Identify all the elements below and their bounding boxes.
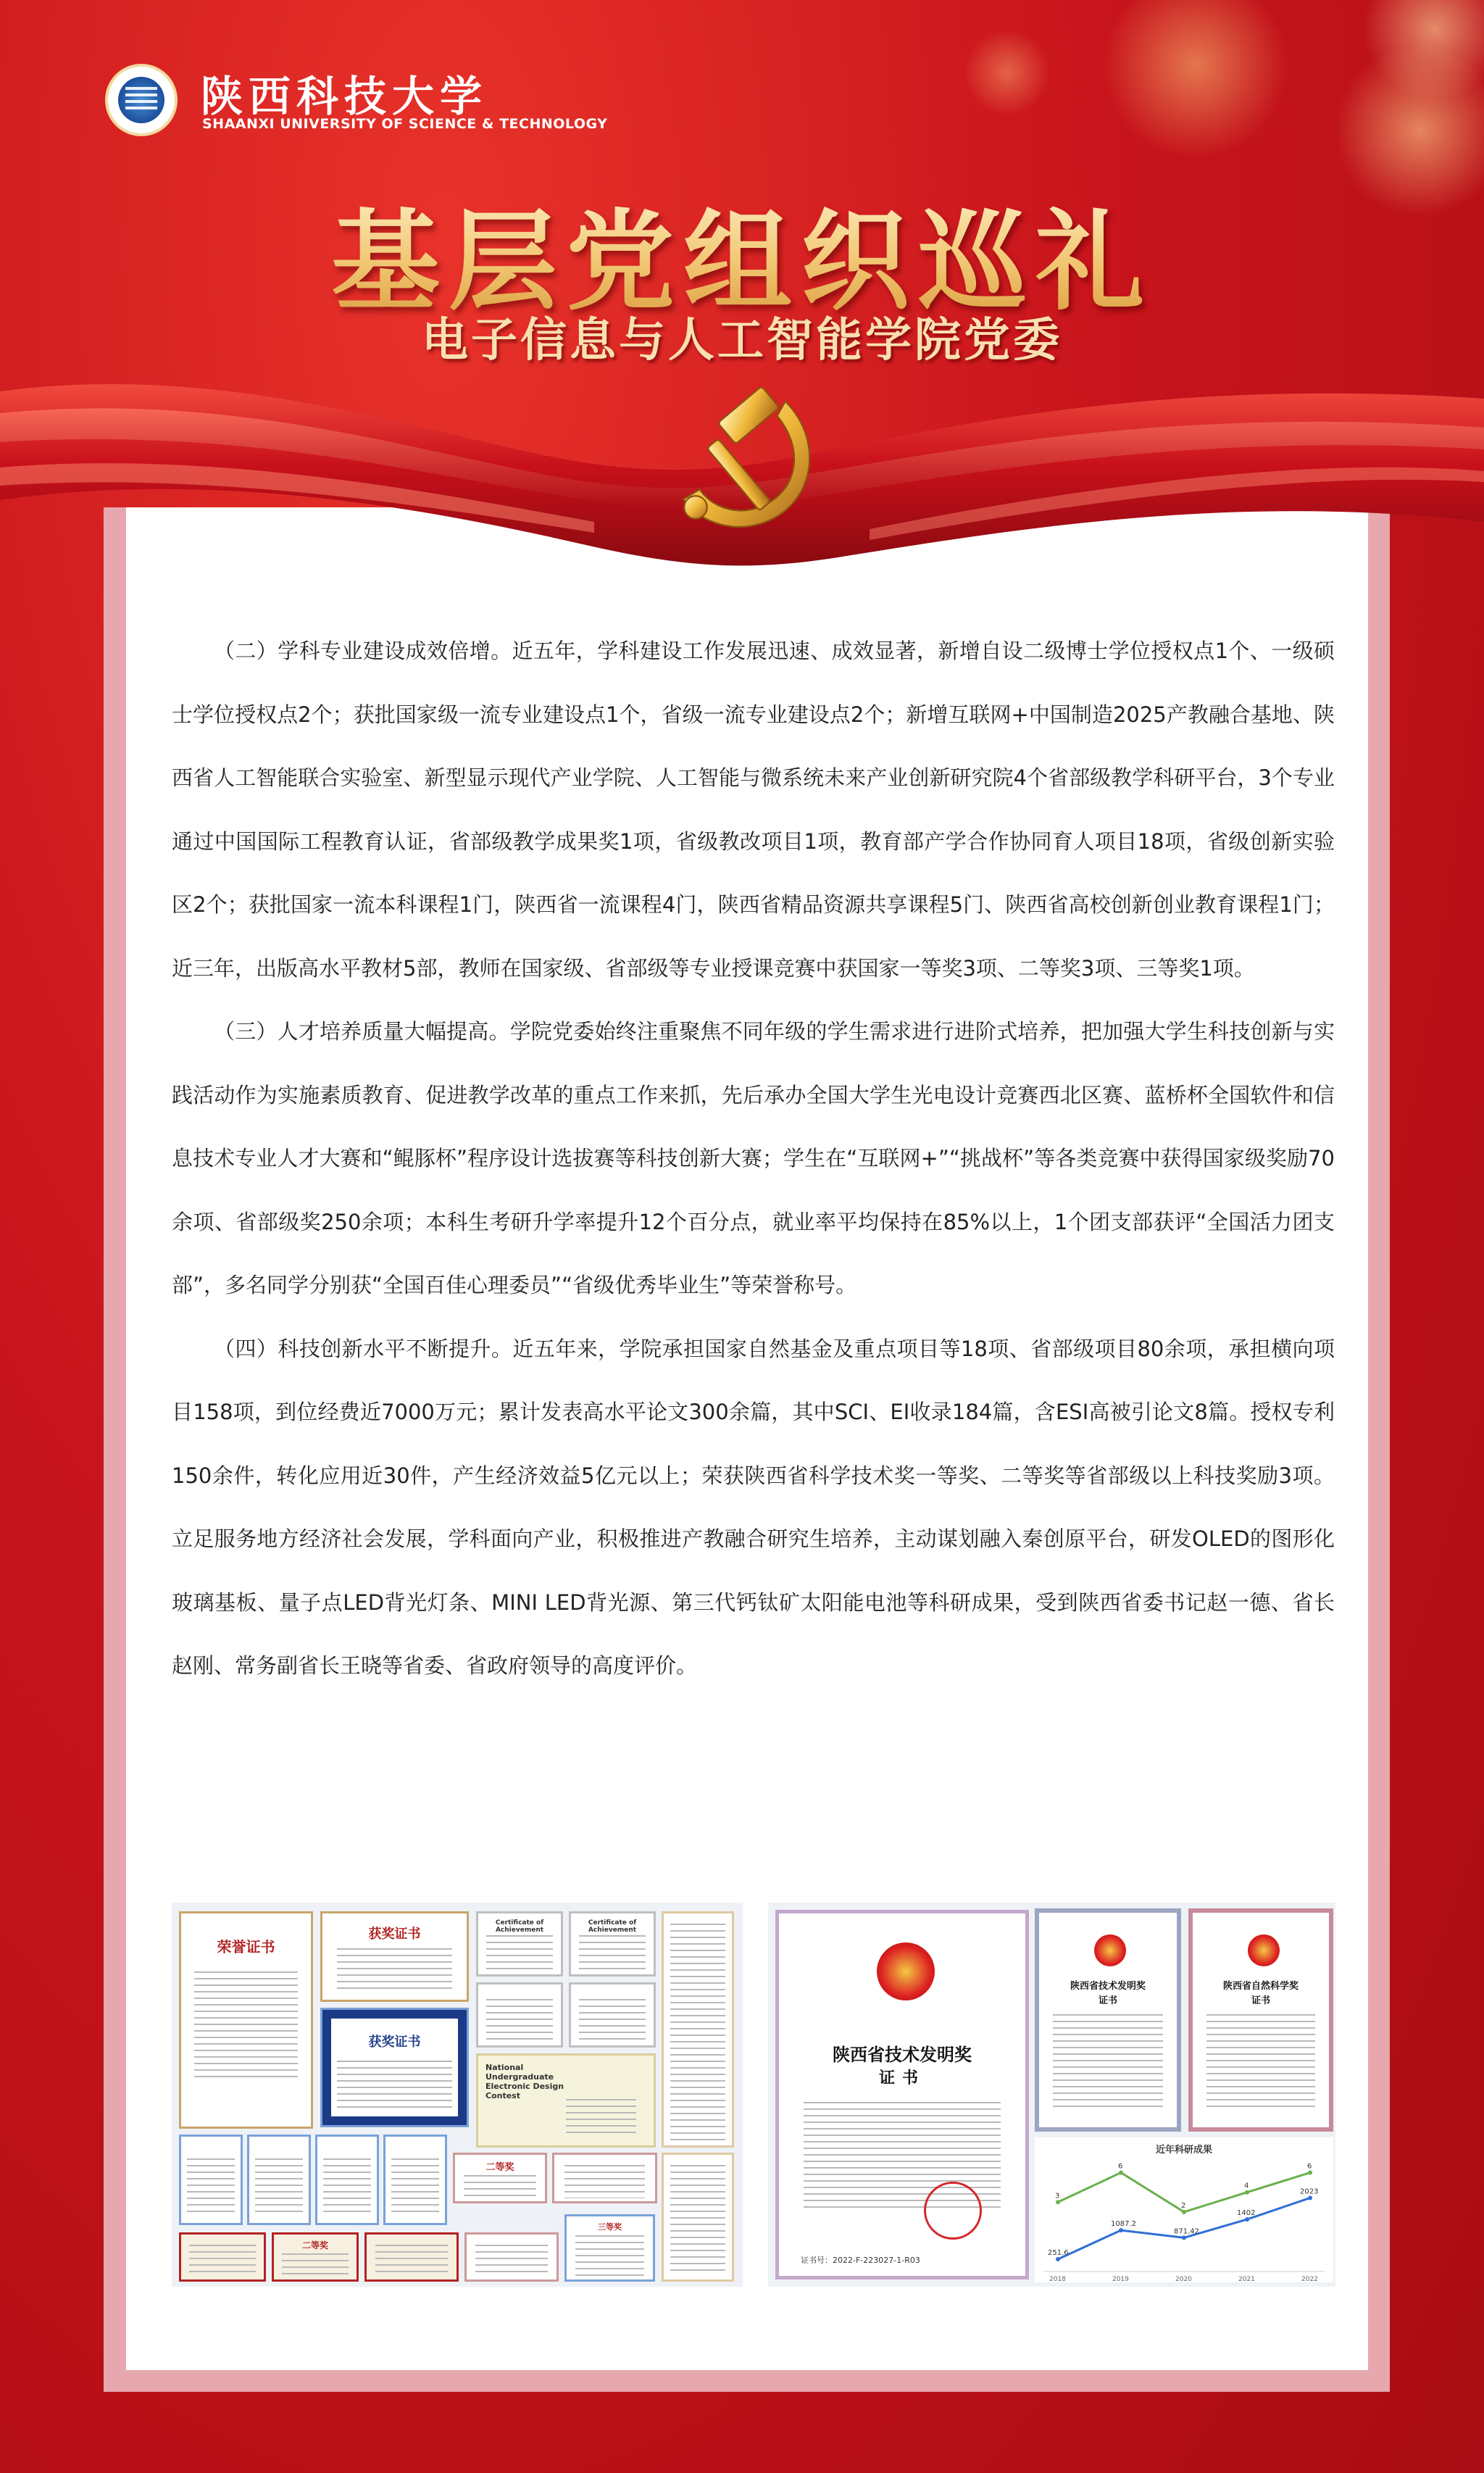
- technical-invention-award-certificate: 陕西省技术发明奖 证书 证书号：2022-F-223027-1-R03: [775, 1910, 1029, 2279]
- achievement-certificate: [569, 1982, 656, 2048]
- data-point-funding: [1308, 2195, 1312, 2200]
- data-point-funding: [1245, 2217, 1249, 2221]
- data-label-funding: 1402: [1237, 2209, 1256, 2218]
- data-point-funding: [1056, 2257, 1060, 2261]
- x-tick-label: 2019: [1112, 2276, 1129, 2282]
- achievement-certificate: [476, 1982, 563, 2048]
- data-point-projects: [1245, 2190, 1249, 2195]
- bokeh-light: [1101, 0, 1290, 159]
- natural-science-award-small: 陕西省自然科学奖 证书: [1188, 1908, 1333, 2132]
- university-badge-icon: [105, 64, 178, 136]
- red-certificate: 二等奖: [272, 2232, 359, 2282]
- chart-plot: [1035, 2145, 1333, 2282]
- paragraph-talent: （三）人才培养质量大幅提高。学院党委始终注重聚焦不同年级的学生需求进行进阶式培养，把加强大学生科技创新与实践活动作为实施素质教育、促进教学改革的重点工作来抓，先后承办全国大学生光电设计竞赛西北区赛、蓝桥杯全国软件和信息技术专业人才大赛和“鲲豚杯”程序设计选拔赛等科技创新大赛；学生在“互联网+”“挑战杯”等各类竞赛中获得国家级奖励70余项、省部级奖250余项；本科生考研升学率提升12个百分点，就业率平均保持在85%以上，1个团支部获评“全国活力团支部”，多名同学分别获“全国百佳心理委员”“省级优秀毕业生”等荣誉称号。: [172, 1019, 1335, 1297]
- national-emblem-icon: [1248, 1934, 1280, 1966]
- x-tick-label: 2022: [1301, 2276, 1318, 2282]
- data-point-projects: [1056, 2200, 1060, 2204]
- bokeh-light: [1362, 0, 1484, 101]
- certificate-stack: [662, 1911, 734, 2148]
- paragraph-research: （四）科技创新水平不断提升。近五年来，学院承担国家自然基金及重点项目等18项、省部级项目80余项，承担横向项目158项，到位经费近7000万元；累计发表高水平论文300余篇，其中SCI、EI收录184篇，含ESI高被引论文8篇。授权专利150余件，转化应用近30件，产生经济效益5亿元以上；荣获陕西省科学技术奖一等奖、二等奖等省部级以上科技奖励3项。立足服务地方经济社会发展，学科面向产业，积极推进产教融合研究生培养，主动谋划融入秦创原平台，研发OLED的图形化玻璃基板、量子点LED背光灯条、MINI LED背光源、第三代钙钛矿太阳能电池等科研成果，受到陕西省委书记赵一德、省长赵刚、常务副省长王晓等省委、省政府领导的高度评价。: [172, 1336, 1335, 1678]
- data-label-projects: 2: [1181, 2201, 1186, 2210]
- data-point-projects: [1119, 2171, 1123, 2175]
- data-label-projects: 6: [1118, 2162, 1123, 2171]
- data-point-funding: [1119, 2228, 1123, 2232]
- blue-certificate: [383, 2135, 447, 2225]
- page-title: 基层党组织巡礼: [0, 174, 1484, 331]
- national-emblem-icon: [877, 1942, 935, 2000]
- data-label-funding: 2023: [1300, 2187, 1319, 2196]
- data-point-projects: [1308, 2171, 1312, 2175]
- blue-certificate: [315, 2135, 379, 2225]
- bokeh-light: [964, 29, 1051, 116]
- data-label-funding: 1087.2: [1111, 2220, 1136, 2229]
- honor-certificate: 荣誉证书: [179, 1911, 313, 2129]
- logo-english-name: SHAANXI UNIVERSITY OF SCIENCE & TECHNOLOGY: [202, 116, 608, 132]
- data-label-funding: 871.42: [1174, 2227, 1199, 2236]
- national-emblem-icon: [1094, 1934, 1126, 1966]
- technical-invention-award-small: 陕西省技术发明奖 证书: [1035, 1908, 1181, 2132]
- achievement-certificate: Certificate of Achievement: [569, 1911, 656, 1977]
- certificate: [552, 2153, 657, 2203]
- x-tick-label: 2018: [1049, 2276, 1066, 2282]
- x-tick-label: 2021: [1238, 2276, 1255, 2282]
- red-certificate: [179, 2232, 266, 2282]
- data-point-funding: [1182, 2235, 1186, 2240]
- university-logo: [105, 64, 608, 144]
- data-label-projects: 3: [1055, 2192, 1060, 2200]
- chart-title: 近年科研成果: [1155, 2145, 1212, 2156]
- award-certificate-blue: 获奖证书: [320, 2008, 469, 2127]
- certificate-collage: [172, 1903, 743, 2287]
- award-certificate: 获奖证书: [320, 1911, 469, 2002]
- research-results-chart: [1035, 2137, 1333, 2282]
- design-contest-certificate: National Undergraduate Electronic Design Contest: [476, 2053, 656, 2148]
- data-label-projects: 4: [1244, 2182, 1249, 2190]
- official-seal-icon: [924, 2182, 982, 2240]
- blue-certificate: [179, 2135, 243, 2225]
- second-prize-certificate: 二等奖: [453, 2153, 547, 2203]
- paragraph-discipline: （二）学科专业建设成效倍增。近五年，学科建设工作发展迅速、成效显著，新增自设二级博士学位授权点1个、一级硕士学位授权点2个；获批国家级一流专业建设点1个，省级一流专业建设点2个；新增互联网+中国制造2025产教融合基地、陕西省人工智能联合实验室、新型显示现代产业学院、人工智能与微系统未来产业创新研究院4个省部级教学科研平台，3个专业通过中国国际工程教育认证，省部级教学成果奖1项，省级教改项目1项，教育部产学合作协同育人项目18项，省级创新实验区2个；获批国家一流本科课程1门，陕西省一流课程4门，陕西省精品资源共享课程5门、陕西省高校创新创业教育课程1门；近三年，出版高水平教材5部，教师在国家级、省部级等专业授课竞赛中获国家一等奖3项、二等奖3项、三等奖1项。: [172, 639, 1335, 981]
- data-point-projects: [1182, 2210, 1186, 2214]
- hammer-and-sickle-icon: [663, 377, 826, 540]
- article-body: [172, 620, 1335, 1698]
- achievement-certificate: Certificate of Achievement: [476, 1911, 563, 1977]
- certificate: [464, 2232, 559, 2282]
- x-tick-label: 2020: [1175, 2276, 1192, 2282]
- certificate: [662, 2153, 734, 2282]
- page-subtitle: 电子信息与人工智能学院党委: [422, 314, 1062, 367]
- award-collage: [768, 1903, 1335, 2287]
- blue-certificate: 三等奖: [564, 2214, 655, 2282]
- logo-chinese-name: 陕西科技大学: [201, 72, 488, 121]
- blue-certificate: [247, 2135, 311, 2225]
- data-label-funding: 251.6: [1048, 2248, 1069, 2257]
- data-label-projects: 6: [1307, 2162, 1312, 2171]
- red-certificate: [364, 2232, 459, 2282]
